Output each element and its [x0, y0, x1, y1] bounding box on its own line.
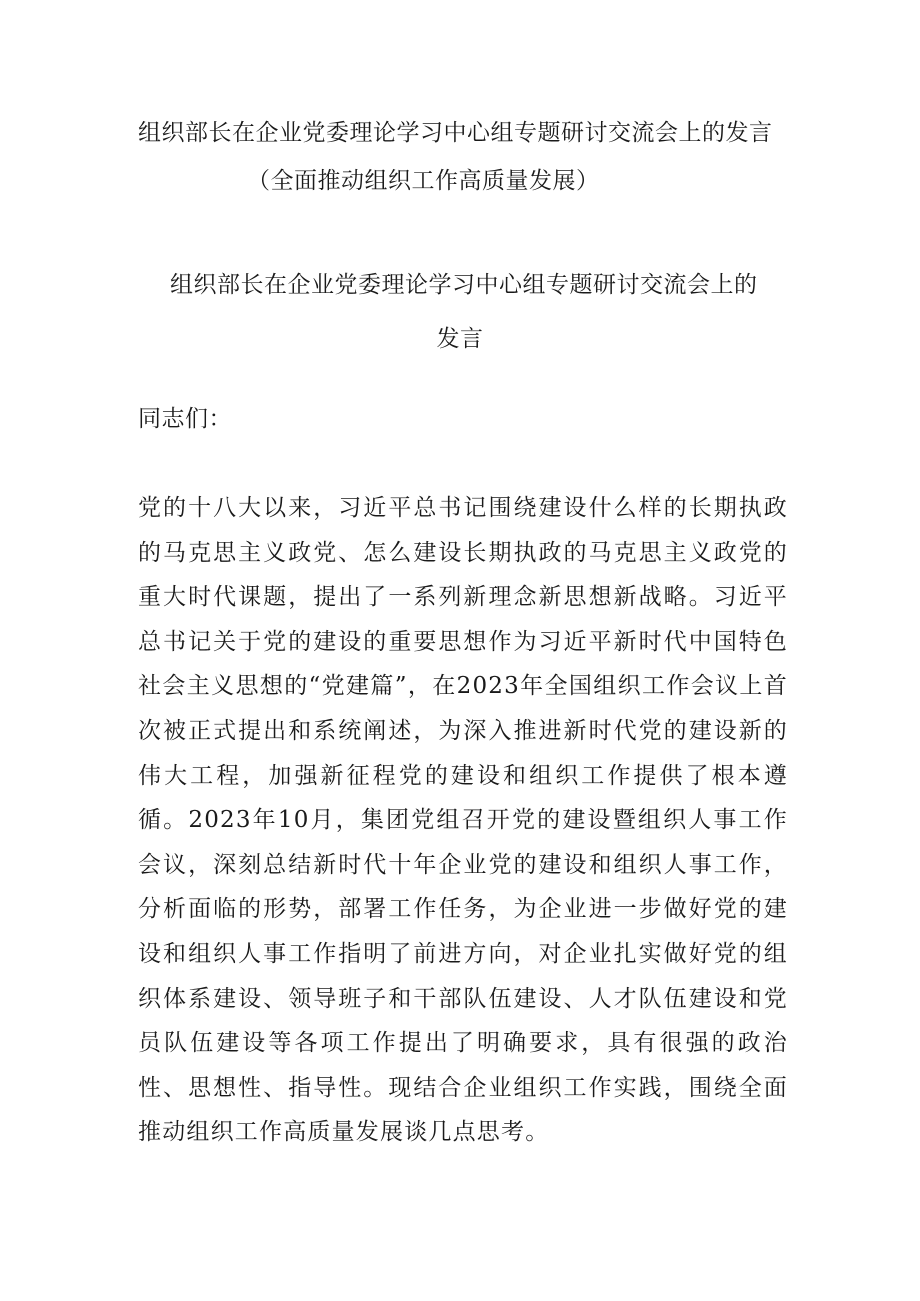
document-title: 组织部长在企业党委理论学习中心组专题研讨交流会上的发言 [138, 120, 773, 146]
document-subtitle: （全面推动组织工作高质量发展） [247, 168, 600, 194]
speech-title-line-1: 组织部长在企业党委理论学习中心组专题研讨交流会上的 [170, 272, 758, 298]
salutation: 同志们： [138, 406, 232, 432]
body-paragraph: 党的十八大以来，习近平总书记围绕建设什么样的长期执政的马克思主义政党、怎么建设长期执政的马克思主义政党的重大时代课题，提出了一系列新理念新思想新战略。习近平总书记关于党的建设的重要思想作为习近平新时代中国特色社会主义思想的“党建篇”，在2023年全国组织工作会议上首次被正式提出和系统阐述，为深入推进新时代党的建设新的伟大工程，加强新征程党的建设和组织工作提供了根本遵循。2023年10月，集团党组召开党的建设暨组织人事工作会议，深刻总结新时代十年企业党的建设和组织人事工作，分析面临的形势，部署工作任务，为企业进一步做好党的建设和组织人事工作指明了前进方向，对企业扎实做好党的组织体系建设、领导班子和干部队伍建设、人才队伍建设和党员队伍建设等各项工作提出了明确要求，具有很强的政治性、思想性、指导性。现结合企业组织工作实践，围绕全面推动组织工作高质量发展谈几点思考。 [138, 495, 788, 1146]
speech-title-line-2: 发言 [436, 326, 484, 352]
